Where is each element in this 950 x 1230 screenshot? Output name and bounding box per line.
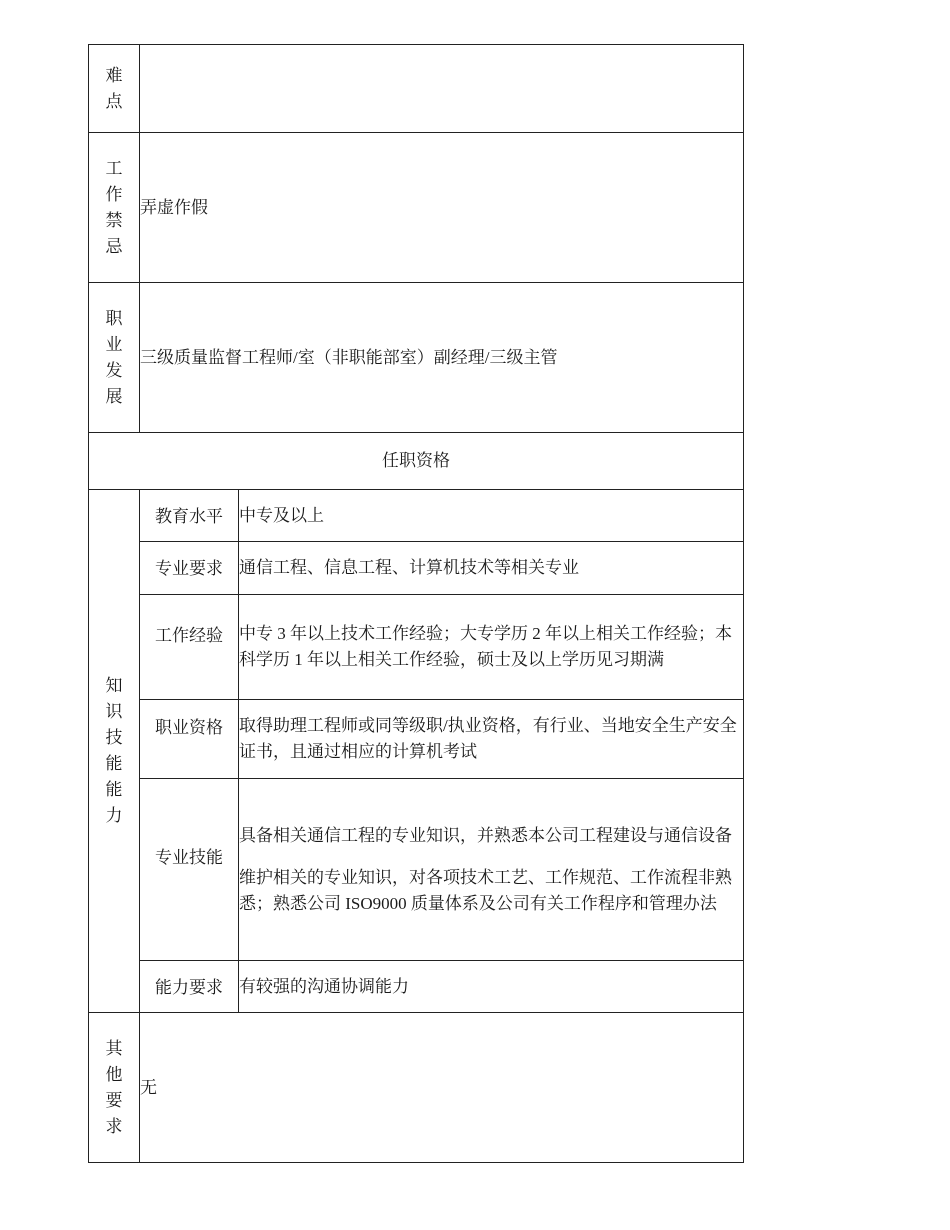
major-label: 专业要求 xyxy=(140,542,239,595)
difficulty-value xyxy=(140,45,744,133)
major-value: 通信工程、信息工程、计算机技术等相关专业 xyxy=(239,542,744,595)
career-value: 三级质量监督工程师/室（非职能部室）副经理/三级主管 xyxy=(140,283,744,433)
skills-paragraph-1: 具备相关通信工程的专业知识，并熟悉本公司工程建设与通信设备 xyxy=(239,825,732,845)
taboo-label: 工作禁忌 xyxy=(105,158,123,256)
skills-paragraph-2: 维护相关的专业知识，对各项技术工艺、工作规范、工作流程非熟悉；熟悉公司 ISO9000 质量体系及公司有关工作程序和管理办法 xyxy=(239,867,732,913)
difficulty-label-cell xyxy=(89,45,140,133)
taboo-row xyxy=(89,133,744,283)
qualification-header-row xyxy=(89,433,744,490)
education-value: 中专及以上 xyxy=(239,490,744,542)
knowledge-label: 知识技能能力 xyxy=(105,676,123,825)
other-row xyxy=(89,1013,744,1163)
other-label: 其他要求 xyxy=(105,1038,123,1136)
qualification-header: 任职资格 xyxy=(89,433,744,490)
education-label: 教育水平 xyxy=(140,490,239,542)
difficulty-row xyxy=(89,45,744,133)
career-row xyxy=(89,283,744,433)
certification-value: 取得助理工程师或同等级职/执业资格，有行业、当地安全生产安全证书，且通过相应的计算机考试 xyxy=(239,700,744,779)
career-label-cell xyxy=(89,283,140,433)
knowledge-row-skills xyxy=(89,779,744,961)
knowledge-row-education xyxy=(89,490,744,542)
skills-value xyxy=(239,779,744,961)
taboo-label-cell xyxy=(89,133,140,283)
skills-label: 专业技能 xyxy=(140,779,239,961)
certification-label: 职业资格 xyxy=(140,700,239,779)
ability-label: 能力要求 xyxy=(140,961,239,1013)
other-value: 无 xyxy=(140,1013,744,1163)
experience-value: 中专 3 年以上技术工作经验；大专学历 2 年以上相关工作经验；本科学历 1 年以上相关工作经验，硕士及以上学历见习期满 xyxy=(239,595,744,700)
ability-value: 有较强的沟通协调能力 xyxy=(239,961,744,1013)
knowledge-row-experience xyxy=(89,595,744,700)
knowledge-row-major xyxy=(89,542,744,595)
other-label-cell xyxy=(89,1013,140,1163)
job-description-table xyxy=(88,44,744,1163)
knowledge-row-ability xyxy=(89,961,744,1013)
knowledge-row-certification xyxy=(89,700,744,779)
taboo-value: 弄虚作假 xyxy=(140,133,744,283)
knowledge-label-cell xyxy=(89,490,140,1013)
career-label: 职业发展 xyxy=(105,308,123,406)
difficulty-label: 难点 xyxy=(105,65,123,111)
experience-label: 工作经验 xyxy=(140,595,239,700)
